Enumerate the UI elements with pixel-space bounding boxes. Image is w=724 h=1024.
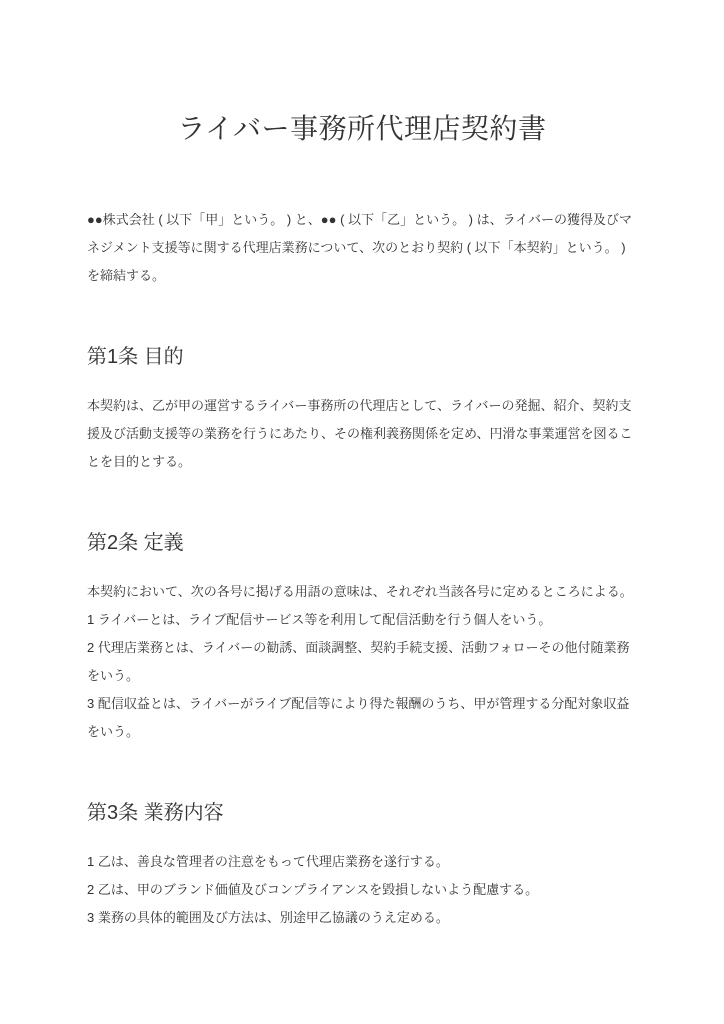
article-1-heading: 第1条 目的 (87, 346, 184, 368)
article-2-clause-1: 本契約において、次の各号に掲げる用語の意味は、それぞれ当該各号に定めるところによる。 (87, 584, 633, 599)
article-1 (87, 342, 637, 476)
article-3-clause-2: 2 乙は、甲のブランド価値及びコンプライアンスを毀損しないよう配慮する。 (87, 882, 539, 897)
article-3 (87, 798, 637, 932)
intro-paragraph: ●●株式会社 ( 以下「甲」という。 ) と、●● ( 以下「乙」という。 ) は、ライバーの獲得及びマネジメント支援等に関する代理店業務について、次のとおり契約 ( 以下「本契約」という。 ) を締結する。 (87, 212, 632, 283)
article-2-clause-3: 2 代理店業務とは、ライバーの勧誘、面談調整、契約手続支援、活動フォローその他付随業務をいう。 (87, 640, 630, 683)
article-1-clause-1: 本契約は、乙が甲の運営するライバー事務所の代理店として、ライバーの発掘、紹介、契約支援及び活動支援等の業務を行うにあたり、その権利義務関係を定め、円滑な事業運営を図ることを目的とする。 (87, 398, 633, 469)
article-3-clause-1: 1 乙は、善良な管理者の注意をもって代理店業務を遂行する。 (87, 854, 449, 869)
article-2-heading: 第2条 定義 (87, 532, 184, 554)
document-title: ライバー事務所代理店契約書 (177, 113, 547, 144)
article-2-clause-2: 1 ライバーとは、ライブ配信サービス等を利用して配信活動を行う個人をいう。 (87, 612, 552, 627)
article-2 (87, 528, 637, 746)
article-2-clause-4: 3 配信収益とは、ライバーがライブ配信等により得た報酬のうち、甲が管理する分配対象収益をいう。 (87, 696, 630, 739)
article-3-heading: 第3条 業務内容 (87, 802, 224, 824)
article-3-clause-3: 3 業務の具体的範囲及び方法は、別途甲乙協議のうえ定める。 (87, 910, 449, 925)
